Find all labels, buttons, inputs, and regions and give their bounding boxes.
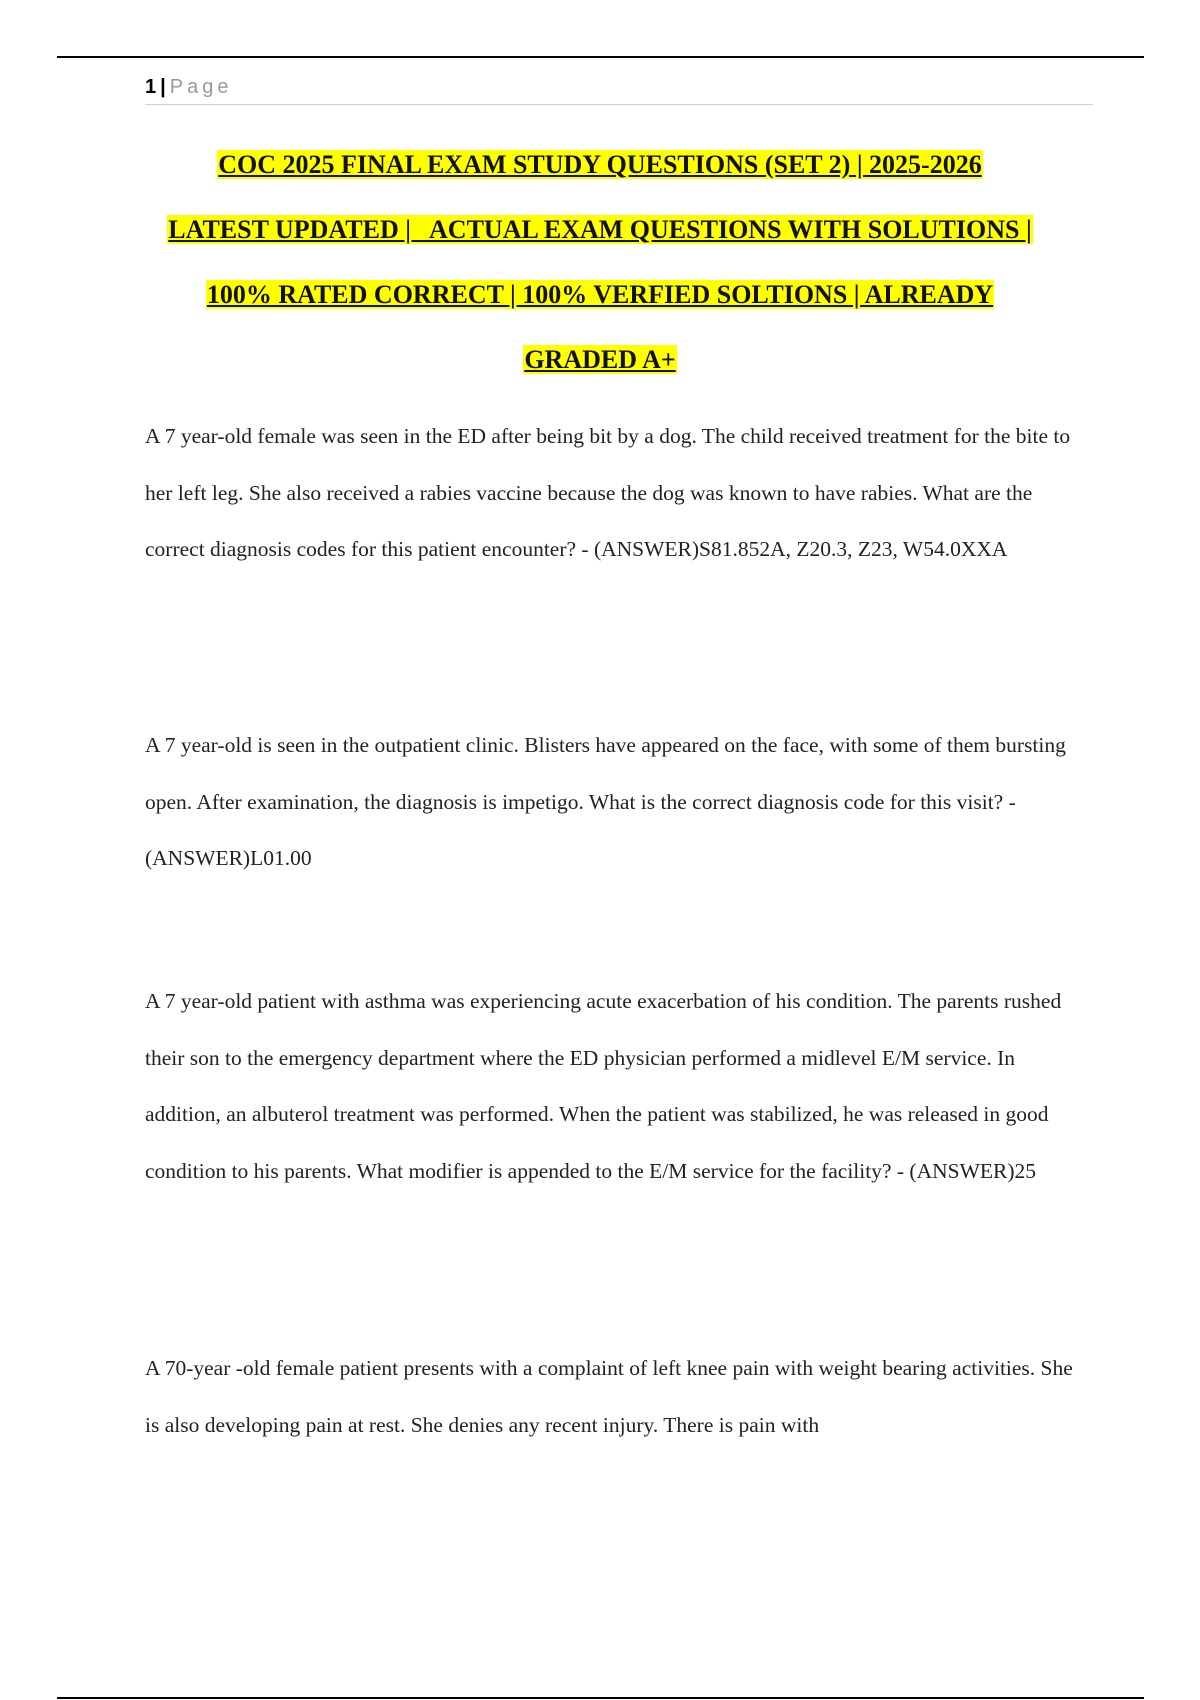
page-number: 1 <box>145 76 157 98</box>
title-line-2: LATEST UPDATED | ACTUAL EXAM QUESTIONS WITH SOLUTIONS | <box>168 215 1032 244</box>
top-page-rule <box>57 56 1144 58</box>
bottom-page-rule <box>57 1697 1144 1699</box>
title-line-1: COC 2025 FINAL EXAM STUDY QUESTIONS (SET 2) | 2025-2026 <box>218 150 982 179</box>
title-line-4: GRADED A+ <box>524 345 676 374</box>
page-header-separator: | <box>160 76 166 98</box>
question-paragraph: A 70-year -old female patient presents with a complaint of left knee pain with weight bearing activities. She is also developing pain at rest. She denies any recent injury. There is pain with <box>145 1356 1073 1437</box>
document-title <box>120 132 1080 392</box>
page-word: Page <box>169 76 233 98</box>
question-paragraph: A 7 year-old female was seen in the ED after being bit by a dog. The child received treatment for the bite to her left leg. She also received a rabies vaccine because the dog was known to have rabies. What are the correct diagnosis codes for this patient encounter? - (ANSWER)S81.852A, Z20.3, Z23, W54.0XXA <box>145 424 1071 561</box>
question-paragraph: A 7 year-old is seen in the outpatient clinic. Blisters have appeared on the face, with some of them bursting open. After examination, the diagnosis is impetigo. What is the correct diagnosis code for this visit? - (ANSWER)L01.00 <box>145 733 1066 870</box>
page-header <box>145 74 1093 105</box>
question-paragraph: A 7 year-old patient with asthma was experiencing acute exacerbation of his condition. The parents rushed their son to the emergency department where the ED physician performed a midlevel E/M service. In addition, an albuterol treatment was performed. When the patient was stabilized, he was released in good condition to his parents. What modifier is appended to the E/M service for the facility? - (ANSWER)25 <box>145 989 1062 1183</box>
title-line-3: 100% RATED CORRECT | 100% VERFIED SOLTIONS | ALREADY <box>206 280 994 309</box>
